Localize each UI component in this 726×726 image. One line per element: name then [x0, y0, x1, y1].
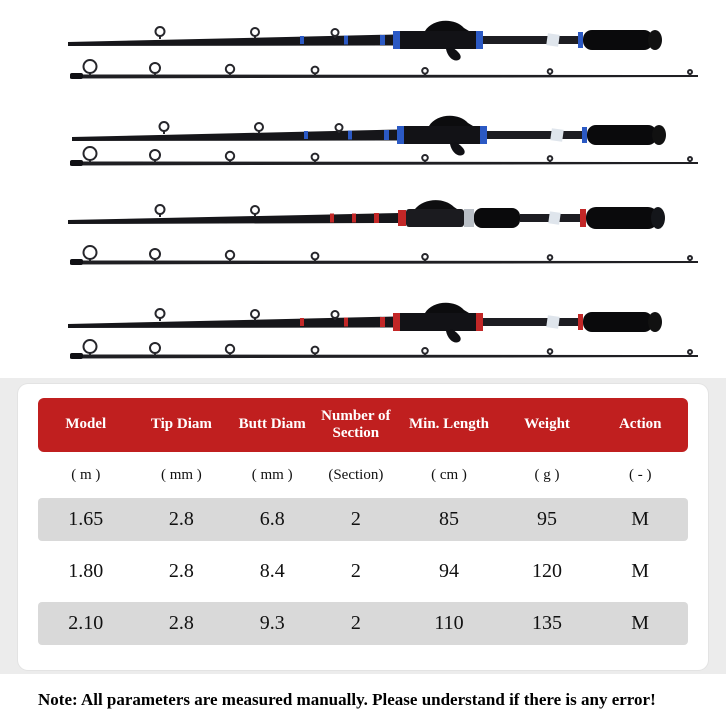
- cell-min-length: 110: [434, 612, 464, 634]
- header-model: Model: [65, 416, 107, 433]
- cell-butt-diam: 9.3: [259, 612, 285, 634]
- cell-min-length: 85: [439, 508, 460, 530]
- cell-butt-diam: 6.8: [259, 508, 285, 530]
- header-weight: Weight: [524, 416, 570, 433]
- header-num-section: Number of Section: [321, 407, 391, 441]
- table-header-row: [38, 398, 688, 452]
- header-action: Action: [618, 416, 662, 433]
- cell-action: M: [631, 612, 650, 634]
- disclaimer-note: Note: All parameters are measured manually. Please understand if there is any error!: [38, 690, 656, 709]
- cell-model: 1.80: [68, 560, 104, 582]
- cell-num-section: 2: [350, 508, 361, 530]
- table-row: [38, 602, 688, 645]
- rod-blue-casting-2: [70, 116, 698, 166]
- cell-action: M: [631, 508, 650, 530]
- header-tip-diam: Tip Diam: [150, 416, 212, 433]
- cell-num-section: 2: [350, 612, 361, 634]
- rod-red-3: [68, 200, 698, 265]
- unit-action: ( - ): [628, 466, 652, 483]
- header-min-length: Min. Length: [409, 416, 490, 433]
- cell-action: M: [631, 560, 650, 582]
- rod-blue-casting-1: [68, 21, 698, 79]
- cell-weight: 95: [537, 508, 557, 530]
- cell-tip-diam: 2.8: [168, 612, 194, 634]
- unit-tip-diam: ( mm ): [160, 466, 202, 483]
- unit-min-length: ( cm ): [431, 466, 467, 483]
- cell-model: 2.10: [68, 612, 104, 634]
- unit-num-section: (Section): [328, 466, 384, 483]
- unit-butt-diam: ( mm ): [251, 466, 293, 483]
- cell-tip-diam: 2.8: [168, 560, 194, 582]
- table-row: [38, 550, 688, 593]
- cell-weight: 135: [532, 612, 562, 634]
- unit-weight: ( g ): [534, 466, 560, 483]
- unit-model: ( m ): [71, 466, 101, 483]
- spec-table-section: [0, 378, 726, 674]
- rod-red-casting-4: [68, 303, 698, 359]
- header-butt-diam: Butt Diam: [238, 416, 306, 433]
- spec-card: [18, 384, 708, 670]
- cell-num-section: 2: [350, 560, 361, 582]
- cell-model: 1.65: [68, 508, 104, 530]
- table-units-row: [38, 452, 688, 498]
- cell-butt-diam: 8.4: [259, 560, 285, 582]
- cell-weight: 120: [532, 560, 562, 582]
- table-row: [38, 498, 688, 541]
- cell-min-length: 94: [439, 560, 460, 582]
- cell-tip-diam: 2.8: [168, 508, 194, 530]
- note-strip: [0, 674, 726, 726]
